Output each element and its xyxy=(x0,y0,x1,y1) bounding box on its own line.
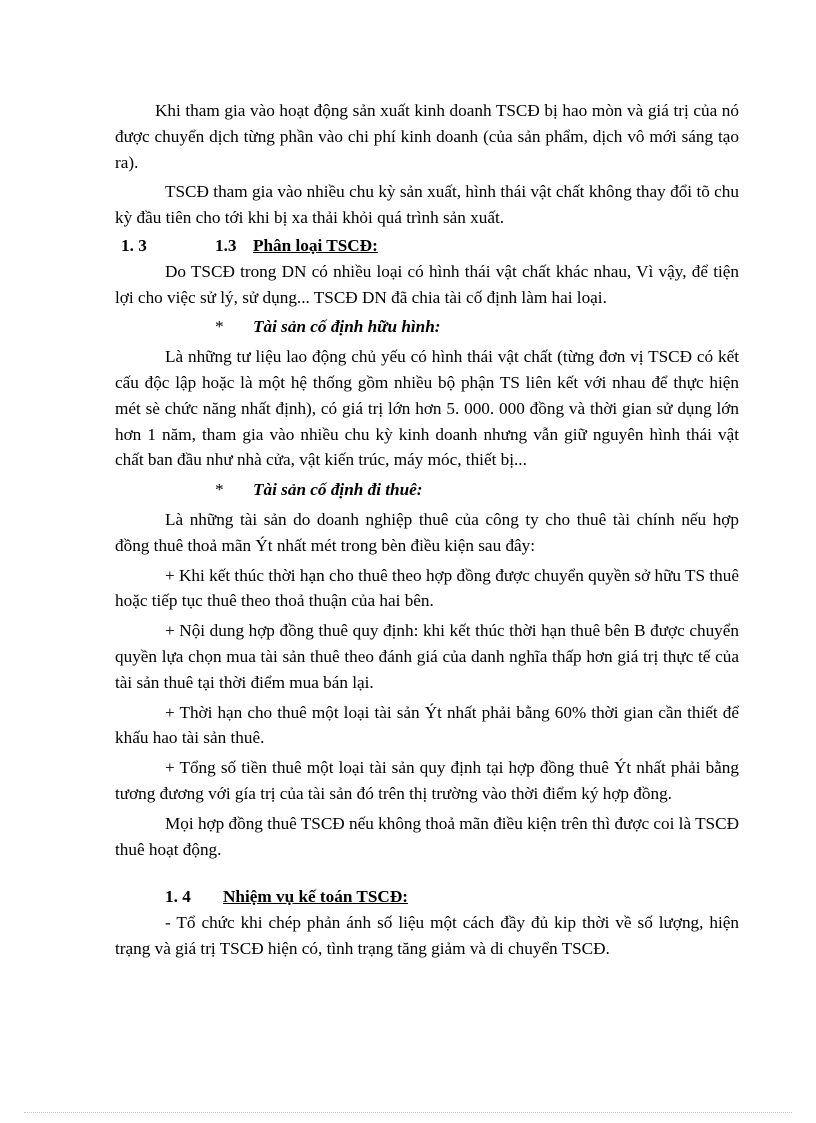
page-bottom-divider xyxy=(24,1112,792,1113)
section-number: 1. 4 xyxy=(165,887,191,907)
section-heading-1-4 xyxy=(115,884,739,910)
section-number: 1.3 xyxy=(215,235,237,255)
paragraph-condition-2: + Nội dung hợp đồng thuê quy định: khi kết thúc thời hạn thuê bên B được chuyển quyền lựa chọn mua tài sản thuê theo đánh giá của danh nghĩa thấp hơn giá trị thực tế của tài sản thuê tại thời điểm mua bán lại. xyxy=(115,621,739,692)
paragraph-production-cycles: TSCĐ tham gia vào nhiều chu kỳ sản xuất, hình thái vật chất không thay đổi tõ chu kỳ đầu tiên cho tới khi bị xa thải khỏi quá trình sản xuất. xyxy=(115,182,739,228)
bullet-star: * xyxy=(215,317,224,337)
paragraph-condition-3: + Thời hạn cho thuê một loại tài sản Ýt nhất phải bằng 60% thời gian cần thiết để khấu hao tài sản thuê. xyxy=(115,702,739,748)
subheading-title: Tài sản cố định hữu hình: xyxy=(253,317,441,337)
paragraph-condition-1: + Khi kết thúc thời hạn cho thuê theo hợp đồng được chuyển quyền sở hữu TS thuê hoặc tiếp tục thuê theo thoả thuận của hai bên. xyxy=(115,565,739,611)
subheading-leased-assets xyxy=(115,477,739,503)
paragraph-depreciation: Khi tham gia vào hoạt động sản xuất kinh doanh TSCĐ bị hao mòn và giá trị của nó được chuyển dịch từng phần vào chi phí kinh doanh (của sản phẩm, dịch vô mới sáng tạo ra). xyxy=(115,101,739,172)
paragraph-leased-definition: Là những tài sản do doanh nghiệp thuê của công ty cho thuê tài chính nếu hợp đồng thuê thoả mãn Ýt nhất mét trong bèn điều kiện sau đây: xyxy=(115,509,739,555)
section-heading-1-3 xyxy=(115,233,739,259)
subheading-title: Tài sản cố định đi thuê: xyxy=(253,480,423,500)
paragraph-accounting-task: - Tổ chức khi chép phản ánh số liệu một cách đầy đủ kip thời về số lượng, hiện trạng và giá trị TSCĐ hiện có, tình trạng tăng giảm và di chuyển TSCĐ. xyxy=(115,913,739,958)
bullet-star: * xyxy=(215,480,224,500)
paragraph-condition-4: + Tổng số tiền thuê một loại tài sản quy định tại hợp đồng thuê Ýt nhất phải bằng tương đương với gía trị của tài sản đó trên thị trường vào thời điểm ký hợp đồng. xyxy=(115,758,739,803)
section-outline-number: 1. 3 xyxy=(121,235,147,255)
paragraph-classification: Do TSCĐ trong DN có nhiều loại có hình thái vật chất khác nhau, Vì vậy, để tiện lợi cho việc sử lý, sử dụng... TSCĐ DN đã chia tài cố định làm hai loại. xyxy=(115,261,739,307)
paragraph-tangible-definition: Là những tư liệu lao động chủ yếu có hình thái vật chất (từng đơn vị TSCĐ có kết cấu độc lập hoặc là một hệ thống gồm nhiều bộ phận TS liên kết với nhau để thực hiện mét sè chức năng nhất định), có giá trị lớn hơn 5. 000. 000 đồng và thời gian sử dụng lớn hơn 1 năm, tham gia vào nhiều chu kỳ kinh doanh nhưng vẫn giữ nguyên hình thái vật chất ban đầu như nhà cửa, vật kiến trúc, máy móc, thiết bị... xyxy=(115,347,739,470)
subheading-tangible-assets xyxy=(115,314,739,340)
paragraph-operating-lease: Mọi hợp đồng thuê TSCĐ nếu không thoả mãn điều kiện trên thì được coi là TSCĐ thuê hoạt động. xyxy=(115,813,739,859)
section-title: Nhiệm vụ kế toán TSCĐ: xyxy=(223,887,408,907)
section-title: Phân loại TSCĐ: xyxy=(253,235,378,255)
document-page xyxy=(115,98,739,962)
